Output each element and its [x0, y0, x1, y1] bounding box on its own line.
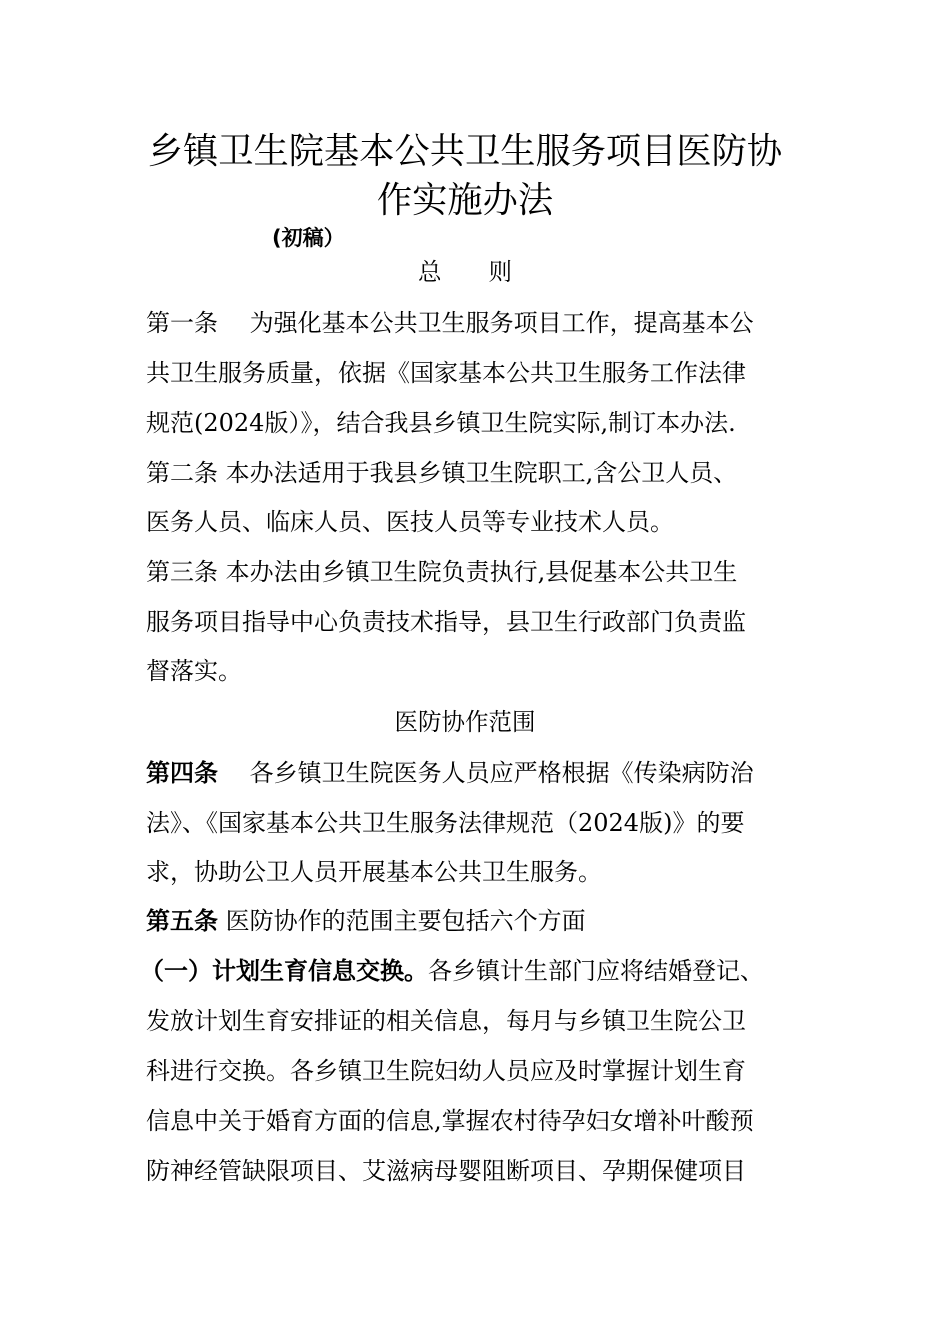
item-1-label: （一）计划生育信息交换。: [140, 957, 428, 985]
article-5-line: [146, 906, 586, 936]
item-1-line-5: 防神经管缺限项目、艾滋病母婴阻断项目、孕期保健项目: [146, 1157, 746, 1185]
document-title-line-1: 乡镇卫生院基本公共卫生服务项目医防协: [147, 131, 783, 172]
article-3-line-3: 督落实。: [146, 657, 242, 685]
article-4-text: 各乡镇卫生院医务人员应严格根据《传染病防治: [218, 759, 754, 787]
article-4-line-1: [146, 758, 754, 788]
item-1-line-1: [140, 956, 764, 986]
item-1-line-2: 发放计划生育安排证的相关信息，每月与乡镇卫生院公卫: [146, 1007, 746, 1035]
article-4-label: 第四条: [146, 759, 218, 787]
article-3-line-1: 第三条 本办法由乡镇卫生院负责执行,县促基本公共卫生: [146, 558, 738, 586]
article-2-line-1: 第二条 本办法适用于我县乡镇卫生院职工,含公卫人员、: [146, 459, 738, 487]
article-4-line-2: 法》、《国家基本公共卫生服务法律规范（2024版)》的要: [146, 809, 745, 837]
section-heading-scope: 医防协作范围: [394, 708, 536, 736]
article-5-text: 医防协作的范围主要包括六个方面: [218, 907, 586, 935]
document-title-line-2: 作实施办法: [376, 180, 554, 221]
article-5-label: 第五条: [146, 907, 218, 935]
article-2-line-2: 医务人员、临床人员、医技人员等专业技术人员。: [146, 508, 674, 536]
article-1-line-3: 规范(2024版）》，结合我县乡镇卫生院实际,制订本办法.: [146, 409, 736, 437]
article-3-line-2: 服务项目指导中心负责技术指导，县卫生行政部门负责监: [146, 608, 746, 636]
draft-note: (初稿）: [272, 226, 345, 250]
item-1-line-4: 信息中关于婚育方面的信息,掌握农村待孕妇女增补叶酸预: [146, 1107, 754, 1135]
article-1-line-1: 第一条 为强化基本公共卫生服务项目工作，提高基本公: [146, 309, 754, 337]
item-1-line-3: 科进行交换。各乡镇卫生院妇幼人员应及时掌握计划生育: [146, 1057, 746, 1085]
article-1-line-2: 共卫生服务质量，依据《国家基本公共卫生服务工作法律: [146, 359, 746, 387]
item-1-text: 各乡镇计生部门应将结婚登记、: [428, 957, 764, 985]
section-heading-general: 总 则: [417, 258, 512, 286]
article-4-line-3: 求，协助公卫人员开展基本公共卫生服务。: [146, 858, 602, 886]
